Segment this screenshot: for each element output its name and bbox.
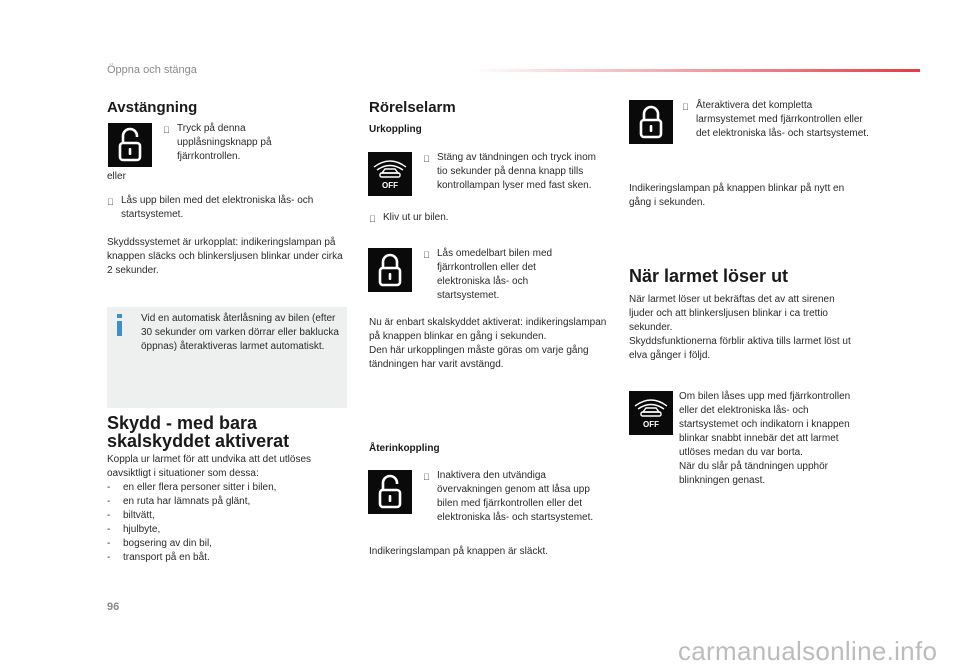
bullet-unlock-keyless: Lås upp bilen med det elektroniska lås- och startsystemet. bbox=[107, 194, 352, 222]
arrow-bullet-icon bbox=[369, 211, 383, 226]
paragraph-alarm-while-away: Om bilen låses upp med fjärrkontrollen eller det elektroniska lås- och startsystemet och indikatorn i knappen blinkar snabbt innebär det att larmet utlöses medan du var borta. När du slår på tändningen upphör blinkningen genast. bbox=[679, 391, 851, 486]
list-item: - bogsering av din bil, bbox=[107, 538, 212, 549]
section-title-avstangning: Avstängning bbox=[107, 99, 198, 116]
arrow-bullet-icon bbox=[682, 99, 696, 141]
arrow-bullet-icon bbox=[163, 122, 177, 164]
paragraph-lamp-off: Indikeringslampan på knappen är släckt. bbox=[369, 546, 548, 557]
arrow-bullet-icon bbox=[107, 194, 121, 222]
arrow-bullet-icon bbox=[423, 469, 437, 525]
info-text: Vid en automatisk återlåsning av bilen (efter 30 sekunder om varken dörrar eller baklucka öppnas) återaktiveras larmet automatiskt. bbox=[141, 313, 339, 352]
bullet-reactivate-alarm: Återaktivera det kompletta larmsystemet med fjärrkontrollen eller det elektroniska lås- och startsystemet. bbox=[682, 99, 872, 141]
car-alarm-off-icon bbox=[368, 152, 412, 196]
page-number: 96 bbox=[107, 601, 120, 613]
list-item: - hjulbyte, bbox=[107, 524, 161, 535]
bullet-lock-immediately: Lås omedelbart bilen med fjärrkontrollen eller det elektroniska lås- och startsystemet. bbox=[423, 247, 578, 303]
subheading-aterinkoppling: Återinkoppling bbox=[369, 443, 440, 454]
bullet-ignition-off: Stäng av tändningen och tryck inom tio sekunder på denna knapp tills kontrollampan lyser med fast sken. bbox=[423, 151, 603, 193]
header-accent-line bbox=[470, 69, 920, 72]
alarm-off-label: OFF bbox=[382, 181, 398, 190]
padlock-closed-icon bbox=[629, 100, 673, 144]
list-item: - en ruta har lämnats på glänt, bbox=[107, 496, 251, 507]
car-alarm-off-icon bbox=[629, 391, 673, 435]
section-title-skalskydd-line1: Skydd - med bara bbox=[107, 413, 258, 433]
list-item: - biltvätt, bbox=[107, 510, 155, 521]
section-title-skalskydd-line2: skalskyddet aktiverat bbox=[107, 431, 290, 451]
or-label: eller bbox=[107, 171, 126, 182]
subheading-urkoppling: Urkoppling bbox=[369, 124, 422, 135]
arrow-bullet-icon bbox=[423, 151, 437, 193]
watermark: carmanualsonline.info bbox=[678, 636, 938, 666]
bullet-exit-car: Kliv ut ur bilen. bbox=[369, 211, 599, 226]
paragraph-skalskydd-intro: Koppla ur larmet för att undvika att det utlöses oavsiktligt i situationer som dessa: bbox=[107, 454, 311, 479]
paragraph-perimeter-only: Nu är enbart skalskyddet aktiverat: indikeringslampan på knappen blinkar en gång i sekunden. Den här urkopplingen måste göras om varje gång tändningen har varit avstängd. bbox=[369, 317, 607, 370]
list-item: - en eller flera personer sitter i bilen, bbox=[107, 482, 277, 493]
paragraph-system-off: Skyddssystemet är urkopplat: indikeringslampan på knappen släcks och blinkersljusen blinkar under cirka 2 sekunder. bbox=[107, 237, 343, 276]
paragraph-alarm-triggers: När larmet löser ut bekräftas det av att sirenen ljuder och att blinkersljusen blinkar i ca trettio sekunder. Skyddsfunktionerna förblir aktiva tills larmet löst ut elva gånger i följd. bbox=[629, 294, 851, 361]
padlock-closed-icon bbox=[368, 248, 412, 292]
page-header-title: Öppna och stänga bbox=[107, 64, 197, 76]
padlock-open-icon bbox=[368, 470, 412, 514]
section-title-rorelselarm: Rörelselarm bbox=[369, 99, 456, 116]
paragraph-lamp-flashes: Indikeringslampan på knappen blinkar på nytt en gång i sekunden. bbox=[629, 183, 845, 208]
situation-list bbox=[107, 481, 347, 565]
bullet-deactivate-surveillance: Inaktivera den utvändiga övervakningen genom att låsa upp bilen med fjärrkontrollen eller det elektroniska lås- och startsystemet. bbox=[423, 469, 603, 525]
arrow-bullet-icon bbox=[423, 247, 437, 303]
padlock-open-icon bbox=[108, 123, 152, 167]
list-item: - transport på en båt. bbox=[107, 552, 210, 563]
info-icon bbox=[115, 314, 125, 336]
bullet-press-unlock: Tryck på denna upplåsningsknapp på fjärrkontrollen. bbox=[163, 122, 303, 164]
section-title-alarm-triggers: När larmet löser ut bbox=[629, 266, 789, 286]
alarm-off-label: OFF bbox=[643, 420, 659, 429]
